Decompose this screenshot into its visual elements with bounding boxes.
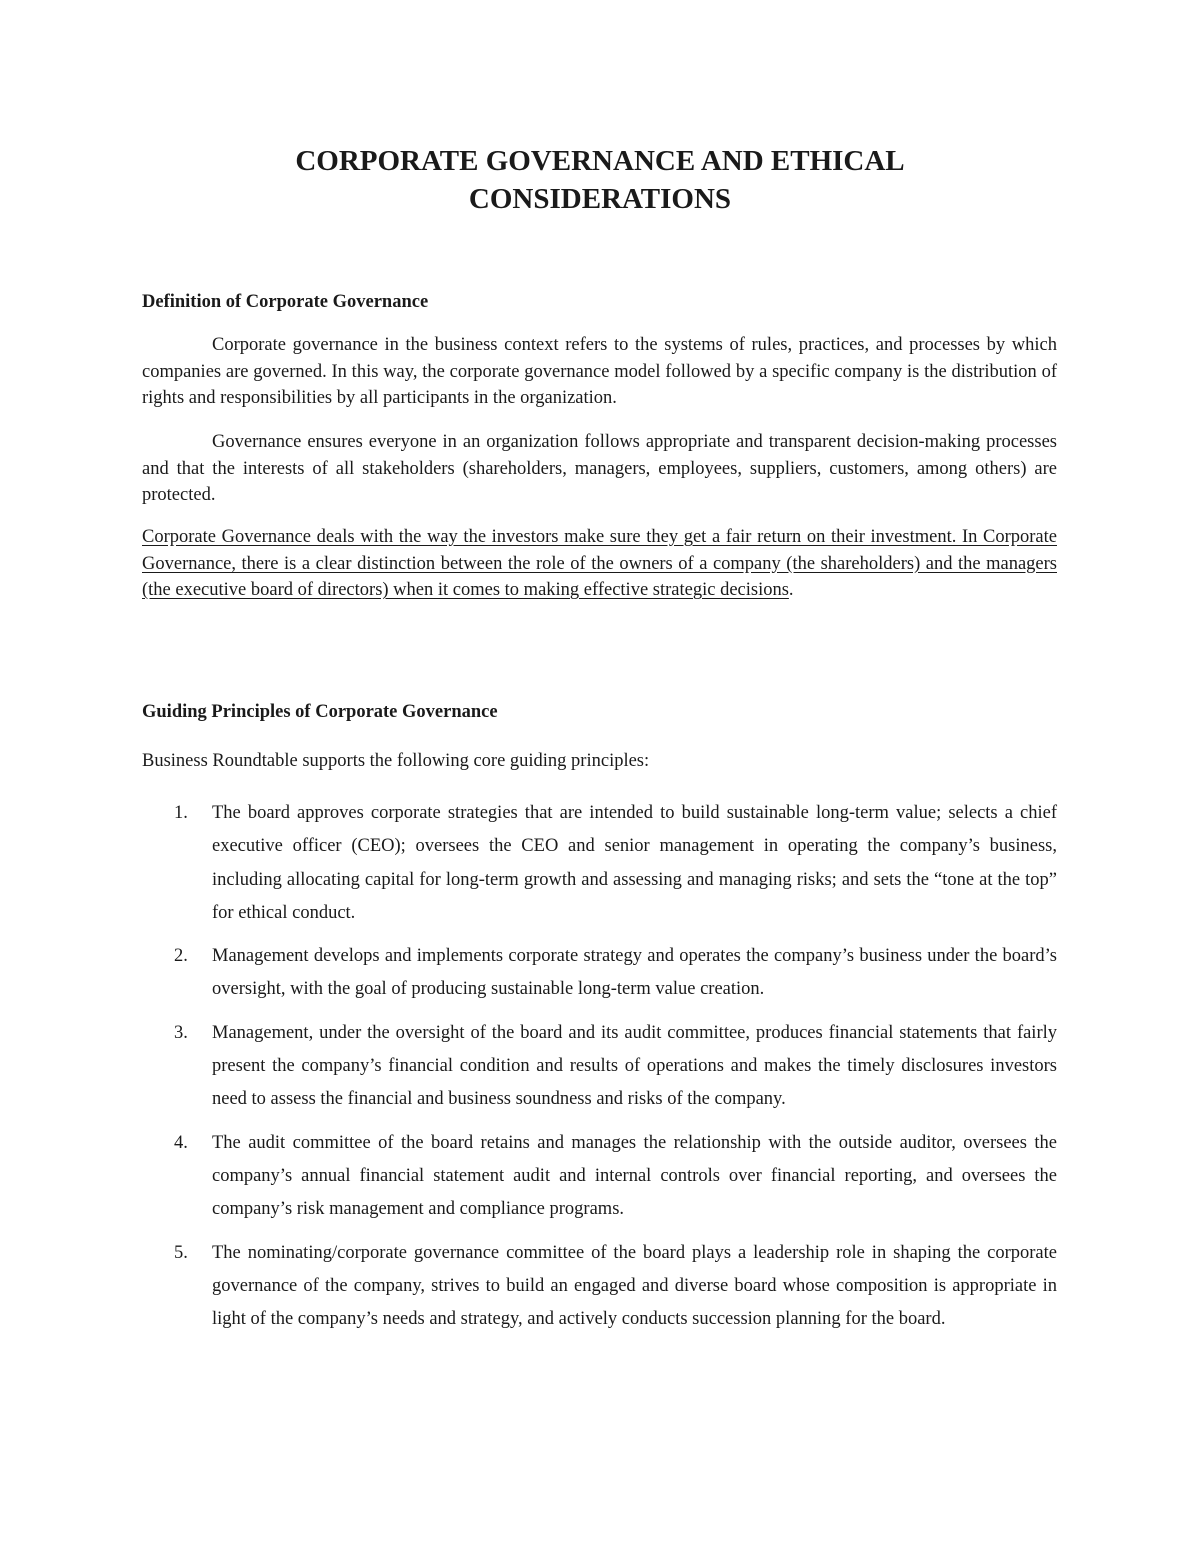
- underlined-text: Corporate Governance deals with the way the investors make sure they get a fair return on their investment. In Corporate Governance, there is a clear distinction between the role of the owners of a company (the shareholders) and the managers (the executive board of directors) when it comes to making effective strategic decisions: [142, 527, 1057, 600]
- list-item-text: Management develops and implements corporate strategy and operates the company’s business under the board’s oversight, with the goal of producing sustainable long-term value creation.: [212, 946, 1057, 1000]
- definition-paragraph-2: Governance ensures everyone in an organization follows appropriate and transparent decision-making processes and that the interests of all stakeholders (shareholders, managers, employees, suppliers, customers, among others) are protected.: [142, 432, 1057, 505]
- list-item-number: 2.: [174, 946, 188, 967]
- list-item-text: The board approves corporate strategies that are intended to build sustainable long-term value; selects a chief executive officer (CEO); oversees the CEO and senior management in operating the company’s business, including allocating capital for long-term growth and assessing and managing risks; and sets the “tone at the top” for ethical conduct.: [212, 803, 1057, 923]
- document-title: [140, 142, 1060, 218]
- list-item-number: 5.: [174, 1242, 188, 1263]
- list-item-text: Management, under the oversight of the board and its audit committee, produces financial statements that fairly present the company’s financial condition and results of operations and makes the timely disclosures investors need to assess the financial and business soundness and risks of the company.: [212, 1022, 1057, 1110]
- list-item: [142, 1237, 1057, 1337]
- definition-paragraph-3: [142, 524, 1057, 604]
- list-item: [142, 1127, 1057, 1227]
- principles-list: [142, 797, 1057, 1346]
- list-item: [142, 940, 1057, 1007]
- list-item-text: The nominating/corporate governance committee of the board plays a leadership role in shaping the corporate governance of the company, strives to build an engaged and diverse board whose composition is appropriate in light of the company’s needs and strategy, and actively conducts succession planning for the board.: [212, 1242, 1057, 1330]
- list-item: [142, 797, 1057, 930]
- paragraph-3-period: .: [788, 580, 794, 600]
- section-heading-principles: Guiding Principles of Corporate Governance: [142, 702, 498, 722]
- list-item: [142, 1017, 1057, 1117]
- section-heading-definition: Definition of Corporate Governance: [142, 292, 429, 312]
- title-line-2: CONSIDERATIONS: [468, 183, 732, 215]
- list-item-number: 1.: [174, 803, 188, 823]
- definition-paragraph-1: Corporate governance in the business context refers to the systems of rules, practices, and processes by which companies are governed. In this way, the corporate governance model followed by a specific company is the distribution of rights and responsibilities by all participants in the organization.: [142, 335, 1057, 408]
- principles-intro: Business Roundtable supports the following core guiding principles:: [142, 751, 650, 771]
- list-item-number: 3.: [174, 1022, 188, 1043]
- list-item-number: 4.: [174, 1132, 188, 1153]
- title-line-1: CORPORATE GOVERNANCE AND ETHICAL: [295, 145, 905, 177]
- list-item-text: The audit committee of the board retains and manages the relationship with the outside auditor, oversees the company’s annual financial statement audit and internal controls over financial reporting, and oversees the company’s risk management and compliance programs.: [212, 1132, 1057, 1220]
